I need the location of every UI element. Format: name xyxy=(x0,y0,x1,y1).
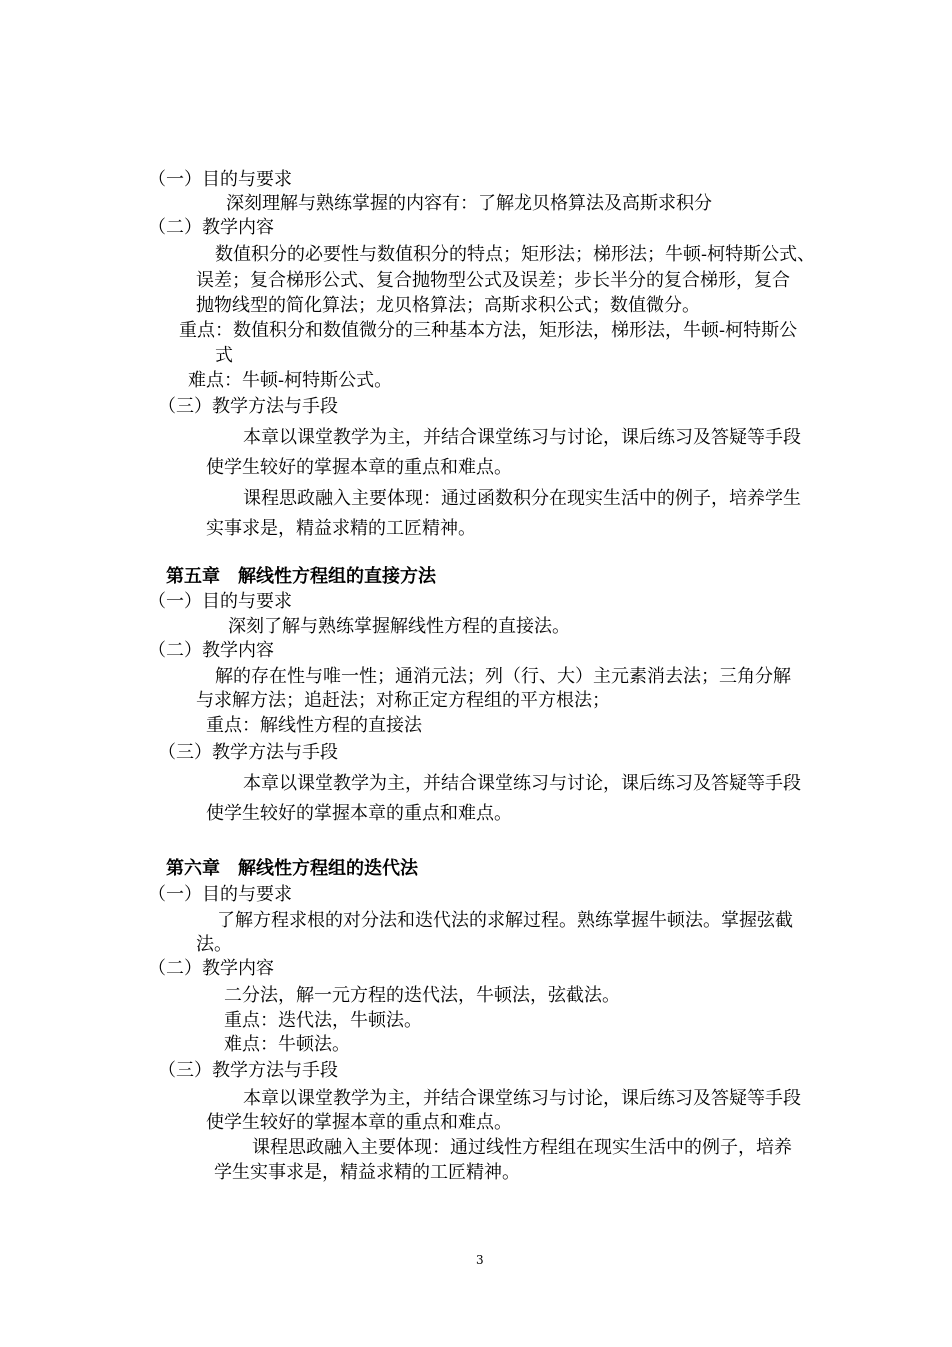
method-text-line: 本章以课堂教学为主，并结合课堂练习与讨论，课后练习及答疑等手段 xyxy=(243,1088,801,1109)
difficulty-text: 难点：牛顿-柯特斯公式。 xyxy=(188,370,393,391)
page-number: 3 xyxy=(476,1253,484,1267)
method-text-line: 使学生较好的掌握本章的重点和难点。 xyxy=(206,457,512,478)
content-text-line: 与求解方法；追赶法；对称正定方程组的平方根法； xyxy=(196,690,610,711)
content-text-line: 数值积分的必要性与数值积分的特点；矩形法；梯形法；牛顿-柯特斯公式、 xyxy=(215,244,816,265)
chapter-5-title: 第五章 解线性方程组的直接方法 xyxy=(166,566,436,587)
objective-text-line: 法。 xyxy=(196,934,232,955)
content-text-line: 误差；复合梯形公式、复合抛物型公式及误差；步长半分的复合梯形，复合 xyxy=(196,270,790,291)
key-point-text-cont: 式 xyxy=(215,345,233,366)
method-text-line: 本章以课堂教学为主，并结合课堂练习与讨论，课后练习及答疑等手段 xyxy=(243,427,801,448)
content-heading: （二）教学内容 xyxy=(148,640,274,661)
chapter-6-title: 第六章 解线性方程组的迭代法 xyxy=(166,858,418,879)
content-text-line: 解的存在性与唯一性；通消元法；列（行、大）主元素消去法；三角分解 xyxy=(215,666,791,687)
ideology-text-line: 课程思政融入主要体现：通过函数积分在现实生活中的例子，培养学生 xyxy=(243,488,801,509)
objective-text: 深刻理解与熟练掌握的内容有：了解龙贝格算法及高斯求积分 xyxy=(226,193,712,214)
objective-heading: （一）目的与要求 xyxy=(148,169,292,190)
content-text: 二分法，解一元方程的迭代法，牛顿法，弦截法。 xyxy=(224,985,620,1006)
content-heading: （二）教学内容 xyxy=(148,217,274,238)
objective-heading: （一）目的与要求 xyxy=(148,591,292,612)
objective-text: 深刻了解与熟练掌握解线性方程的直接法。 xyxy=(228,616,570,637)
objective-text-line: 了解方程求根的对分法和迭代法的求解过程。熟练掌握牛顿法。掌握弦截 xyxy=(217,910,793,931)
ideology-text-line: 课程思政融入主要体现：通过线性方程组在现实生活中的例子，培养 xyxy=(252,1137,792,1158)
key-point-text: 重点：数值积分和数值微分的三种基本方法，矩形法，梯形法，牛顿-柯特斯公 xyxy=(179,320,798,341)
method-heading: （三）教学方法与手段 xyxy=(158,396,338,417)
method-text-line: 本章以课堂教学为主，并结合课堂练习与讨论，课后练习及答疑等手段 xyxy=(243,773,801,794)
key-point-text: 重点：解线性方程的直接法 xyxy=(206,715,422,736)
content-heading: （二）教学内容 xyxy=(148,958,274,979)
ideology-text-line: 学生实事求是，精益求精的工匠精神。 xyxy=(214,1162,520,1183)
objective-heading: （一）目的与要求 xyxy=(148,884,292,905)
method-text-line: 使学生较好的掌握本章的重点和难点。 xyxy=(206,1112,512,1133)
method-heading: （三）教学方法与手段 xyxy=(158,1060,338,1081)
key-point-text: 重点：迭代法，牛顿法。 xyxy=(224,1010,422,1031)
difficulty-text: 难点：牛顿法。 xyxy=(224,1034,350,1055)
content-text-line: 抛物线型的简化算法；龙贝格算法；高斯求积公式；数值微分。 xyxy=(196,295,700,316)
method-text-line: 使学生较好的掌握本章的重点和难点。 xyxy=(206,803,512,824)
method-heading: （三）教学方法与手段 xyxy=(158,742,338,763)
ideology-text-line: 实事求是，精益求精的工匠精神。 xyxy=(206,518,476,539)
